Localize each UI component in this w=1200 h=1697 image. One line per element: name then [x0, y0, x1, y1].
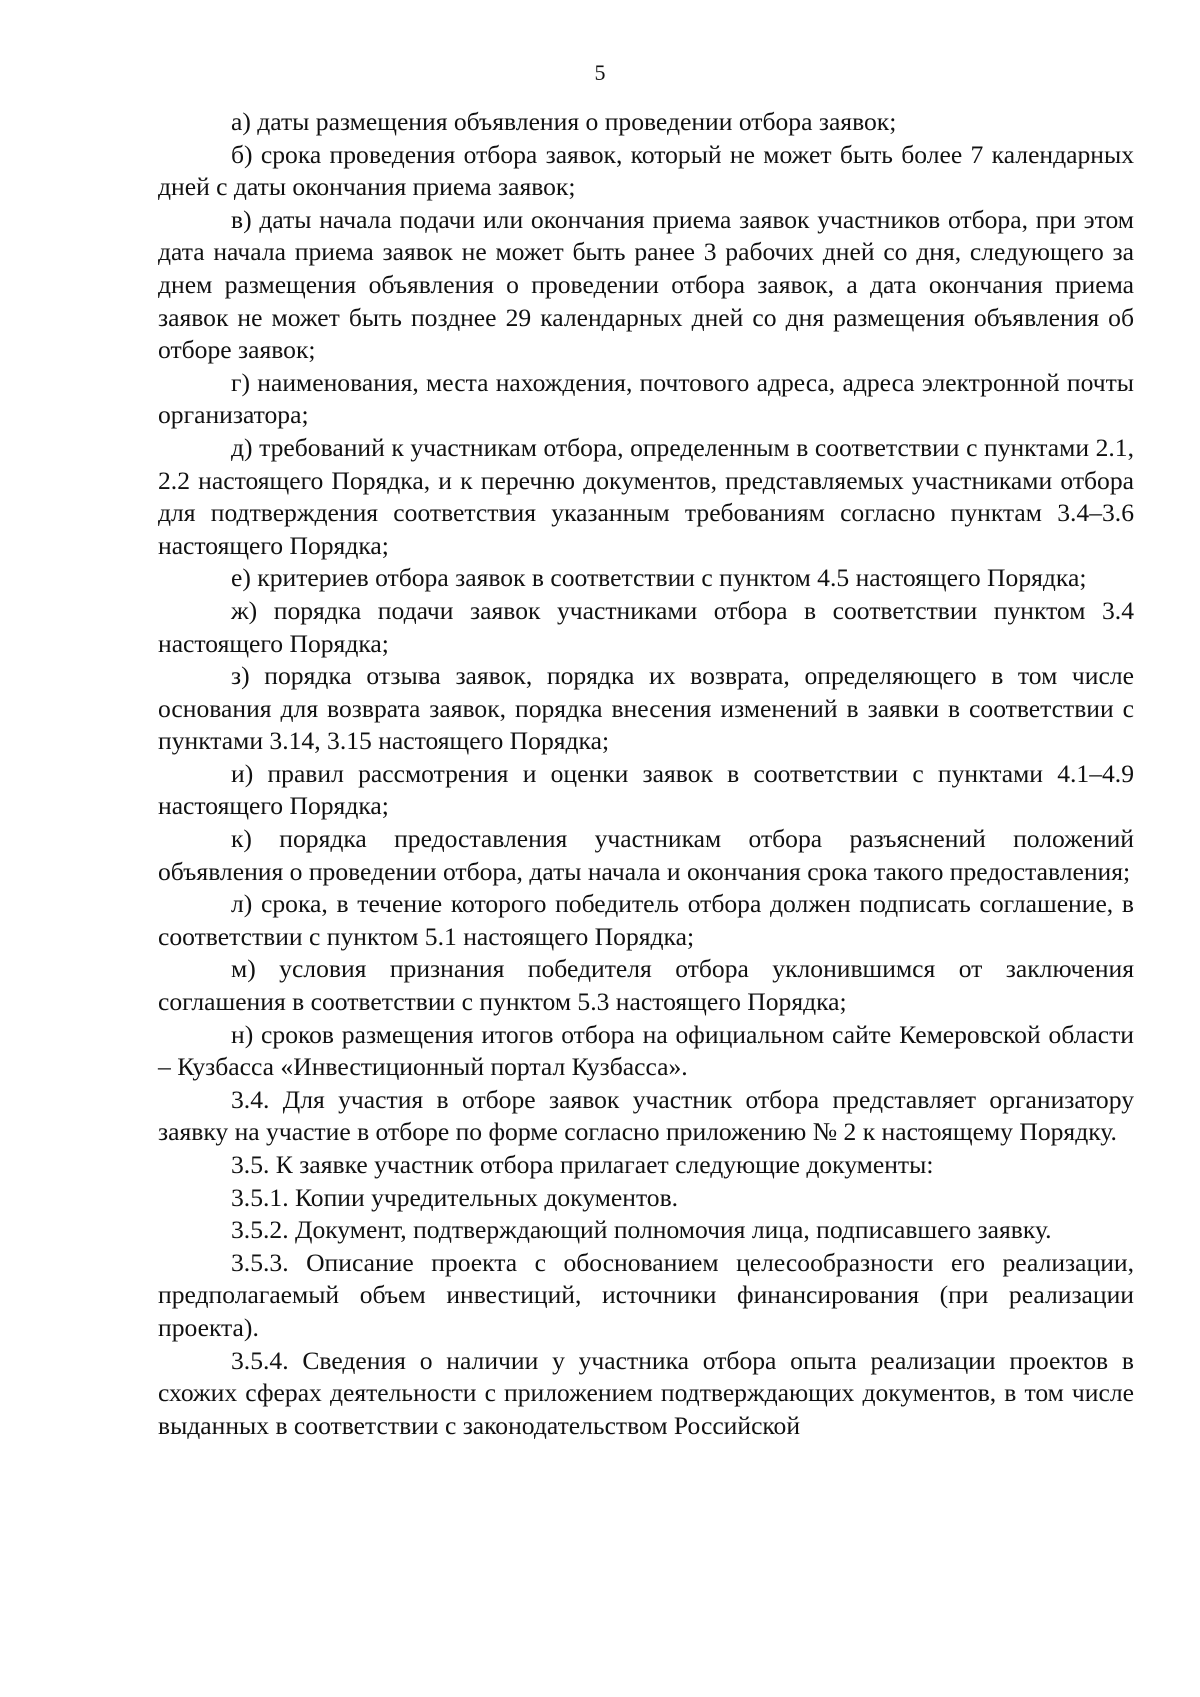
paragraph-k: к) порядка предоставления участникам отбора разъяснений положений объявления о проведении отбора, даты начала и окончания срока такого предоставления; — [158, 824, 1134, 886]
paragraph-g: г) наименования, места нахождения, почтового адреса, адреса электронной почты организатора; — [158, 367, 1134, 430]
document-body — [158, 106, 1134, 1442]
paragraph-n: н) сроков размещения итогов отбора на официальном сайте Кемеровской области – Кузбасса «Инвестиционный портал Кузбасса». — [158, 1019, 1134, 1082]
paragraph-d: д) требований к участникам отбора, определенным в соответствии с пунктами 2.1, 2.2 настоящего Порядка, и к перечню документов, представляемых участниками отбора для подтверждения соответствия указанным требованиям согласно пунктам 3.4–3.6 настоящего Порядка; — [158, 432, 1134, 560]
section-3-5-1: 3.5.1. Копии учредительных документов. — [231, 1182, 679, 1212]
paragraph-zh: ж) порядка подачи заявок участниками отбора в соответствии пунктом 3.4 настоящего Порядка; — [158, 595, 1134, 658]
paragraph-z: з) порядка отзыва заявок, порядка их возврата, определяющего в том числе основания для возврата заявок, порядка внесения изменений в заявки в соответствии с пунктами 3.14, 3.15 настоящего Порядка; — [158, 661, 1134, 756]
paragraph-e: е) критериев отбора заявок в соответствии с пунктом 4.5 настоящего Порядка; — [231, 563, 1087, 593]
section-3-5-2: 3.5.2. Документ, подтверждающий полномочия лица, подписавшего заявку. — [231, 1215, 1052, 1245]
section-3-5-3: 3.5.3. Описание проекта с обоснованием целесообразности его реализации, предполагаемый объем инвестиций, источники финансирования (при реализации проекта). — [158, 1247, 1134, 1342]
paragraph-a: а) даты размещения объявления о проведении отбора заявок; — [231, 107, 897, 136]
paragraph-m: м) условия признания победителя отбора уклонившимся от заключения соглашения в соответствии с пунктом 5.3 настоящего Порядка; — [158, 954, 1134, 1017]
section-3-5-4: 3.5.4. Сведения о наличии у участника отбора опыта реализации проектов в схожих сферах деятельности с приложением подтверждающих документов, в том числе выданных в соответствии с законодательством Российской — [158, 1345, 1134, 1440]
paragraph-i: и) правил рассмотрения и оценки заявок в соответствии с пунктами 4.1–4.9 настоящего Порядка; — [158, 758, 1134, 821]
section-3-4: 3.4. Для участия в отборе заявок участник отбора представляет организатору заявку на участие в отборе по форме согласно приложению № 2 к настоящему Порядку. — [158, 1084, 1134, 1147]
paragraph-b: б) срока проведения отбора заявок, который не может быть более 7 календарных дней с даты окончания приема заявок; — [158, 139, 1134, 202]
paragraph-v: в) даты начала подачи или окончания приема заявок участников отбора, при этом дата начала приема заявок не может быть ранее 3 рабочих дней со дня, следующего за днем размещения объявления о проведении отбора заявок, а дата окончания приема заявок не может быть позднее 29 календарных дней со дня размещения объявления об отборе заявок; — [158, 204, 1134, 365]
section-3-5: 3.5. К заявке участник отбора прилагает следующие документы: — [231, 1150, 934, 1179]
page-number: 5 — [594, 60, 606, 85]
paragraph-l: л) срока, в течение которого победитель отбора должен подписать соглашение, в соответствии с пунктом 5.1 настоящего Порядка; — [158, 889, 1134, 951]
